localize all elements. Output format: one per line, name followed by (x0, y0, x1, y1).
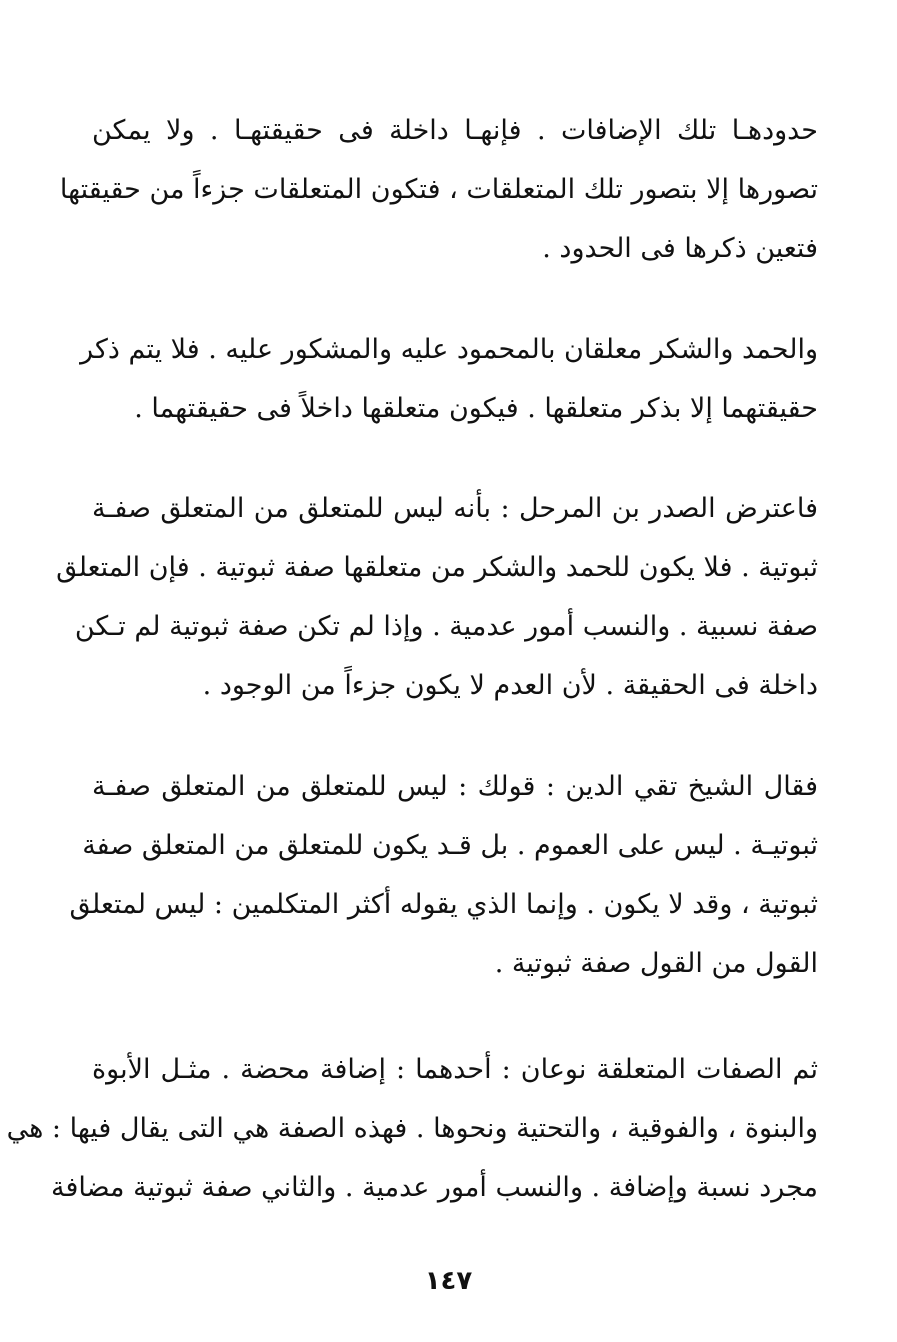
text-line: ثبوتيـة . ليس على العموم . بل قـد يكون للمتعلق من المتعلق صفة (82, 830, 818, 861)
text-line: فقال الشيخ تقي الدين : قولك : ليس للمتعلق من المتعلق صفـة (92, 771, 818, 802)
text-line: صفة نسبية . والنسب أمور عدمية . وإذا لم تكن صفة ثبوتية لم تـكن (74, 611, 818, 642)
text-line: فاعترض الصدر بن المرحل : بأنه ليس للمتعلق من المتعلق صفـة (92, 493, 818, 524)
paragraph-5 (6, 1040, 818, 1217)
paragraph-1 (59, 101, 818, 278)
text-line: فتعين ذكرها فى الحدود . (542, 233, 818, 264)
text-line: حقيقتهما إلا بذكر متعلقها . فيكون متعلقها داخلاً فى حقيقتهما . (134, 393, 818, 424)
text-line: والبنوة ، والفوقية ، والتحتية ونحوها . فهذه الصفة هي التى يقال فيها : هي (6, 1113, 818, 1144)
text-line: ثبوتية ، وقد لا يكون . وإنما الذي يقوله أكثر المتكلمين : ليس لمتعلق (69, 889, 818, 920)
paragraph-2 (80, 320, 818, 438)
text-line: والحمد والشكر معلقان بالمحمود عليه والمشكور عليه . فلا يتم ذكر (80, 334, 818, 365)
text-line: ثبوتية . فلا يكون للحمد والشكر من متعلقها صفة ثبوتية . فإن المتعلق (56, 552, 818, 583)
text-line: داخلة فى الحقيقة . لأن العدم لا يكون جزءاً من الوجود . (202, 670, 818, 701)
text-line: حدودهـا تلك الإضافات . فإنهـا داخلة فى حقيقتهـا . ولا يمكن (92, 115, 818, 146)
paragraph-4 (69, 757, 818, 993)
text-line: تصورها إلا بتصور تلك المتعلقات ، فتكون المتعلقات جزءاً من حقيقتها (59, 174, 818, 205)
paragraph-3 (56, 479, 818, 715)
text-line: القول من القول صفة ثبوتية . (494, 948, 818, 979)
text-line: ثم الصفات المتعلقة نوعان : أحدهما : إضافة محضة . مثـل الأبوة (92, 1054, 818, 1085)
page-number: ١٤٧ (424, 1266, 473, 1296)
text-line: مجرد نسبة وإضافة . والنسب أمور عدمية . والثاني صفة ثبوتية مضافة (51, 1172, 818, 1203)
